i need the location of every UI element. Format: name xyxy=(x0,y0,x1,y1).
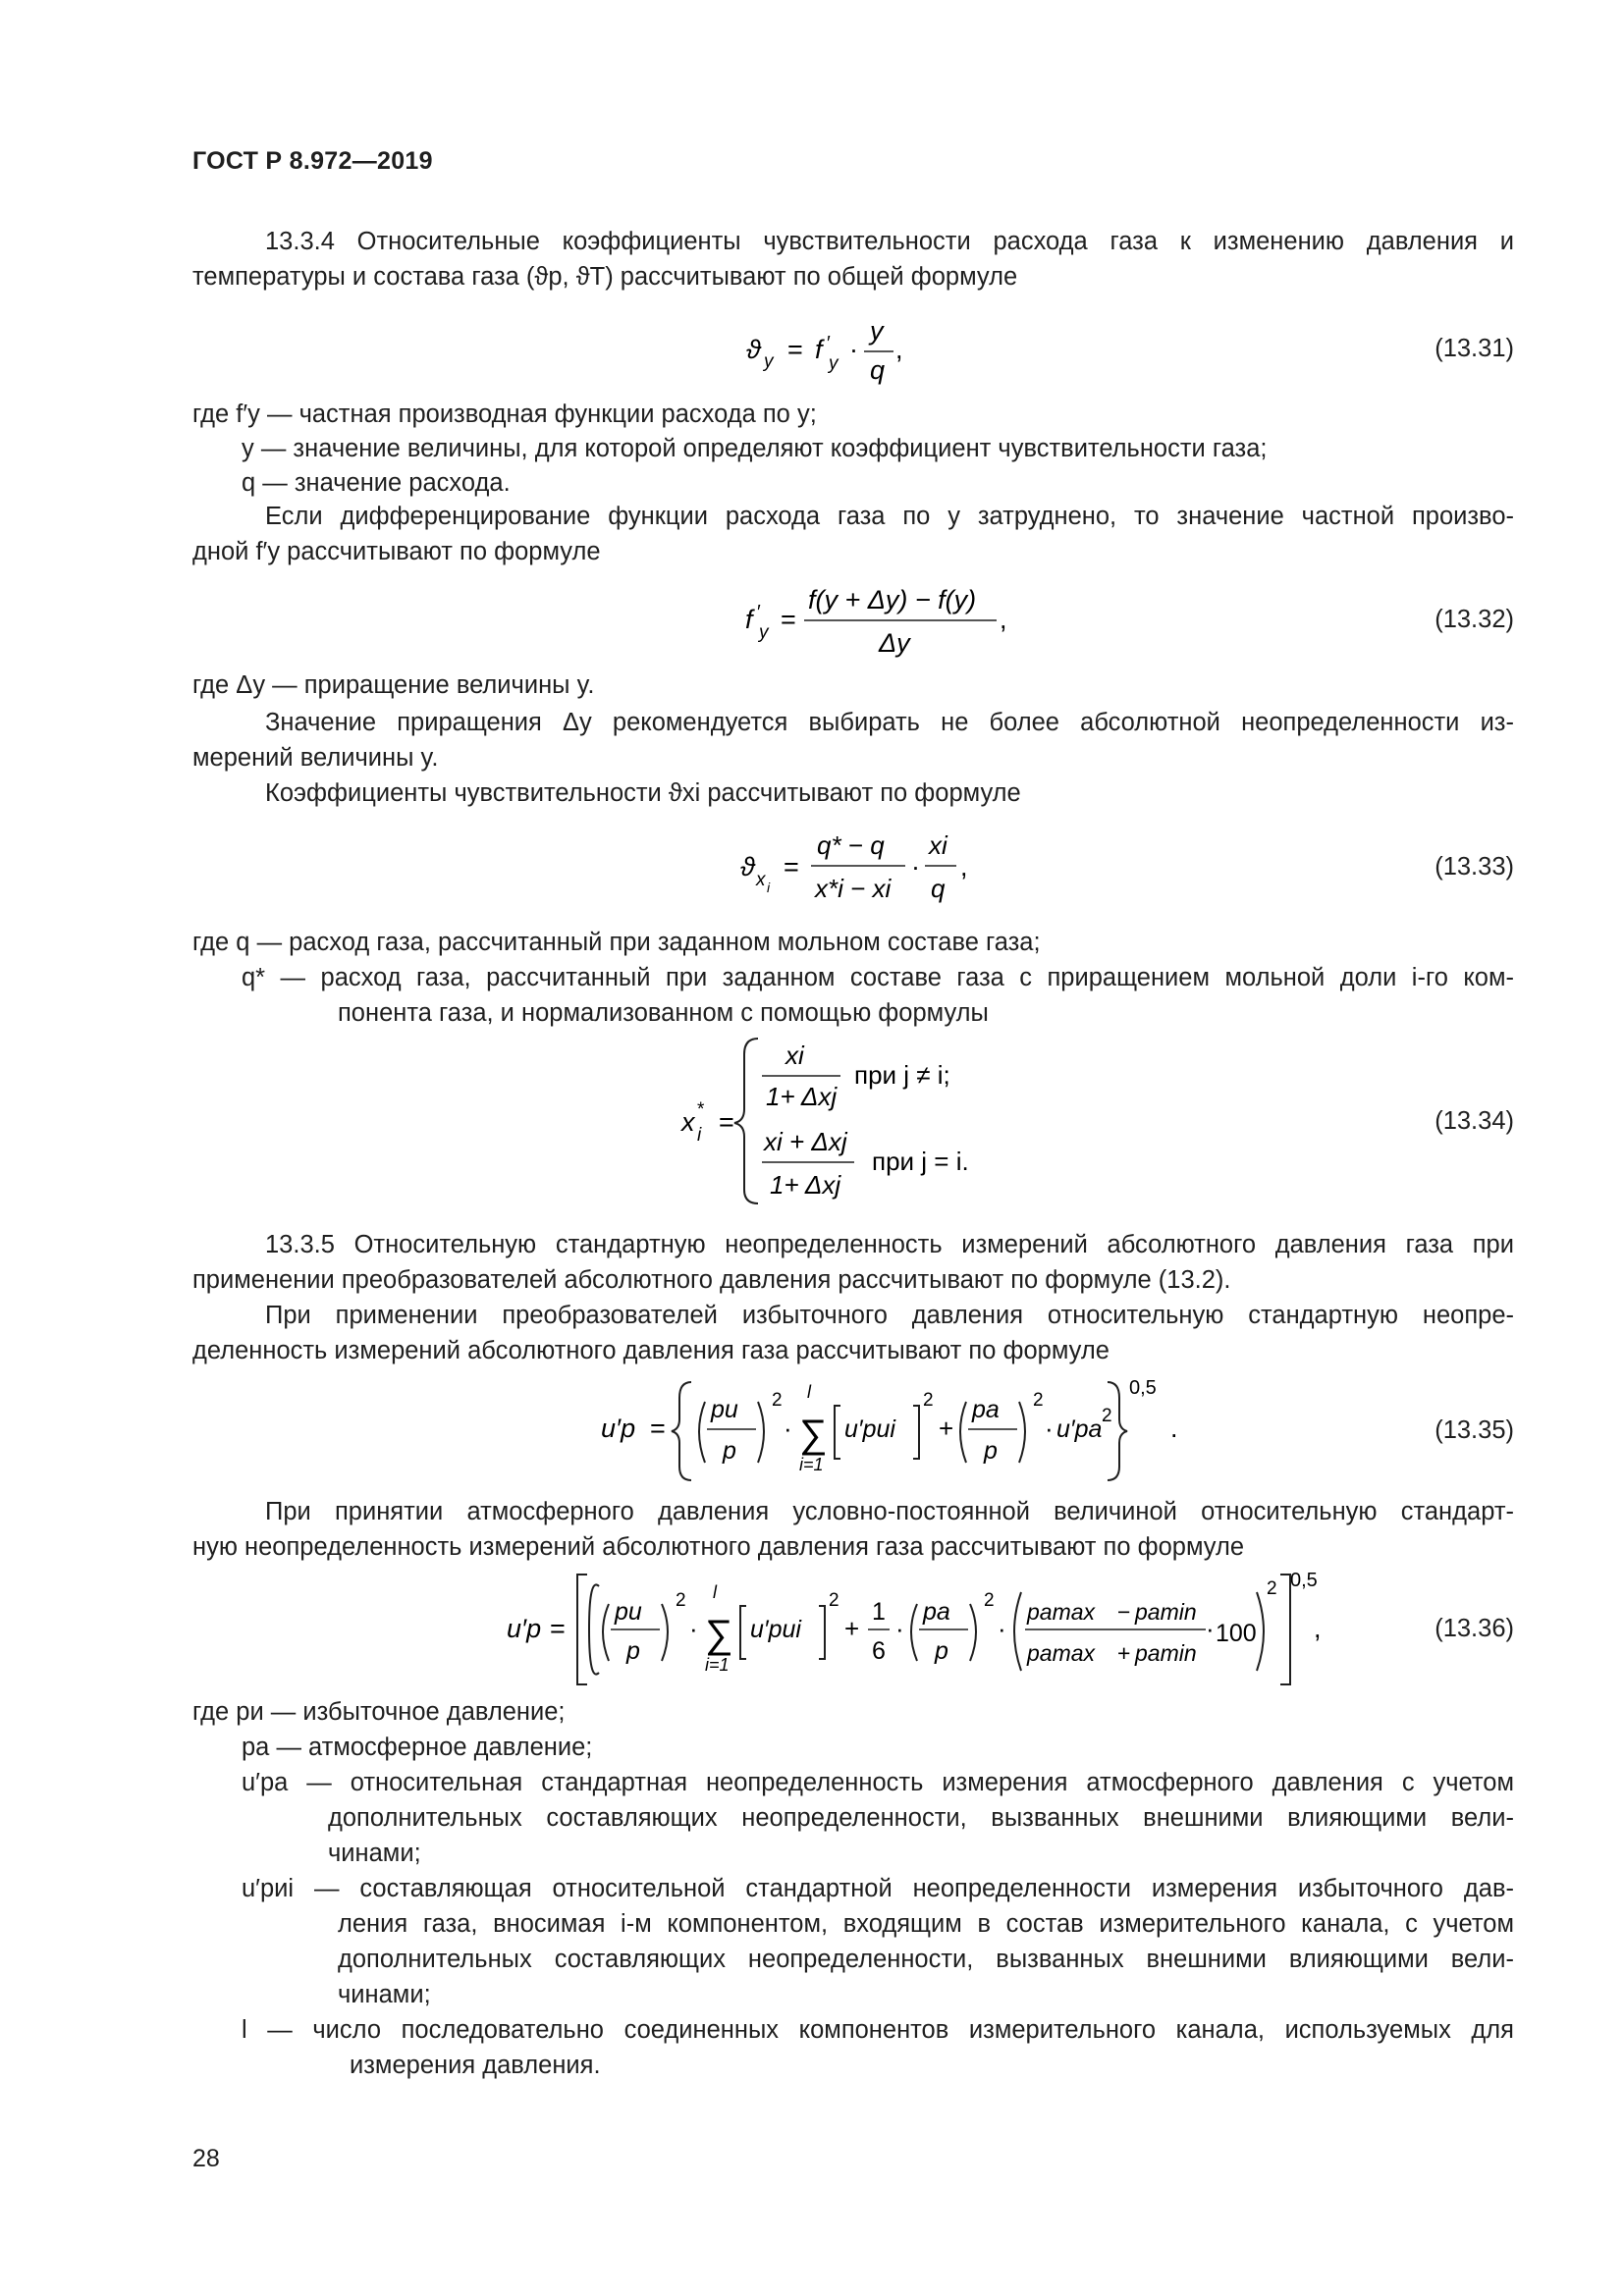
svg-text:2: 2 xyxy=(676,1590,686,1611)
svg-text:ϑ: ϑ xyxy=(746,335,761,364)
svg-text:pamax: pamax xyxy=(1027,1599,1096,1625)
equation-number-13-32: (13.32) xyxy=(1435,606,1514,633)
svg-text:u′pиi: u′pиi xyxy=(844,1415,895,1443)
svg-text:2: 2 xyxy=(829,1590,839,1611)
svg-text:−: − xyxy=(1117,1599,1131,1625)
svg-text:u′pа: u′pа xyxy=(1056,1415,1103,1443)
svg-text:f: f xyxy=(815,335,823,364)
where-y: y — значение величины, для которой определяют коэффициент чувствительности газа; xyxy=(242,435,1268,462)
svg-text:y: y xyxy=(829,353,839,374)
svg-text:y: y xyxy=(764,351,774,372)
svg-text:1: 1 xyxy=(872,1598,886,1626)
svg-text:x: x xyxy=(681,1107,695,1137)
svg-text:100: 100 xyxy=(1216,1620,1257,1647)
paragraph-increment-line2: мерений величины y. xyxy=(192,744,439,772)
svg-text:·: · xyxy=(911,852,920,881)
svg-text:·: · xyxy=(1045,1414,1054,1443)
svg-text:∑: ∑ xyxy=(705,1613,733,1656)
svg-text:,: , xyxy=(1314,1614,1322,1643)
svg-text:2: 2 xyxy=(1267,1578,1277,1599)
equation-number-13-35: (13.35) xyxy=(1435,1416,1514,1444)
svg-text:pamax: pamax xyxy=(1027,1640,1096,1666)
svg-text:при j ≠ i;: при j ≠ i; xyxy=(854,1060,950,1090)
paragraph-differentiation-line2: дной f′y рассчитывают по формуле xyxy=(192,538,601,565)
svg-text:xi: xi xyxy=(785,1041,804,1070)
svg-text:=: = xyxy=(719,1107,734,1137)
svg-text:pamin: pamin xyxy=(1135,1599,1197,1625)
svg-text:xi: xi xyxy=(929,830,947,860)
svg-text:·: · xyxy=(998,1614,1006,1643)
svg-text:,: , xyxy=(895,335,903,364)
svg-text:=: = xyxy=(787,335,803,364)
svg-text:p: p xyxy=(723,1437,736,1465)
svg-text:q* − q: q* − q xyxy=(817,830,885,860)
paragraph-coefficients: Коэффициенты чувствительности ϑxi рассчитывают по формуле xyxy=(265,779,1021,807)
equation-number-13-36: (13.36) xyxy=(1435,1615,1514,1642)
svg-text:′: ′ xyxy=(827,333,831,354)
svg-text:pи: pи xyxy=(615,1598,642,1626)
svg-text:′: ′ xyxy=(757,602,761,623)
where-l-line2: измерения давления. xyxy=(350,2052,601,2079)
svg-text:p: p xyxy=(984,1437,998,1465)
svg-text:xi + Δxj: xi + Δxj xyxy=(764,1127,847,1156)
svg-text:q: q xyxy=(870,355,886,385)
svg-text:u′p: u′p xyxy=(601,1414,636,1443)
paragraph-13-3-5-line2: применении преобразователей абсолютного давления рассчитывают по формуле (13.2). xyxy=(192,1266,1231,1294)
svg-text:·: · xyxy=(895,1614,904,1643)
svg-text:pа: pа xyxy=(923,1598,950,1626)
svg-text:при j = i.: при j = i. xyxy=(872,1147,969,1176)
svg-text:q: q xyxy=(931,874,946,903)
where-p-i: где pи — избыточное давление; xyxy=(192,1698,566,1726)
svg-text:pа: pа xyxy=(972,1396,1000,1423)
svg-text:6: 6 xyxy=(872,1637,886,1665)
svg-text:u′pиi: u′pиi xyxy=(750,1616,801,1643)
where-l-line1: l — число последовательно соединенных компонентов измерительного канала, используемых для xyxy=(242,2016,1514,2044)
svg-text:,: , xyxy=(960,852,968,881)
svg-text:y: y xyxy=(759,622,769,643)
svg-text:y: y xyxy=(870,316,884,346)
equation-13-35 xyxy=(589,1372,1139,1486)
svg-text:f: f xyxy=(745,605,753,634)
equation-13-33 xyxy=(727,821,1001,919)
equation-13-34 xyxy=(668,1033,1021,1209)
where-u-pi-line3: дополнительных составляющих неопределенности, вызванных внешними влияющими вели- xyxy=(338,1946,1514,1973)
svg-text:·: · xyxy=(1206,1614,1215,1643)
paragraph-13-3-5-line1: 13.3.5 Относительную стандартную неопределенность измерений абсолютного давления газа при xyxy=(265,1231,1514,1258)
svg-text:l: l xyxy=(807,1382,811,1402)
svg-text:0,5: 0,5 xyxy=(1290,1570,1318,1591)
svg-text:2: 2 xyxy=(1102,1406,1112,1426)
equation-13-36-tail xyxy=(1288,1567,1367,1688)
svg-text:=: = xyxy=(781,605,796,634)
svg-text:0,5: 0,5 xyxy=(1129,1377,1157,1399)
where-u-pa-line1: u′pа — относительная стандартная неопределенность измерения атмосферного давления с учетом xyxy=(242,1769,1514,1796)
document-header: ГОСТ Р 8.972—2019 xyxy=(192,147,433,175)
svg-text:i=1: i=1 xyxy=(705,1655,730,1675)
equation-number-13-33: (13.33) xyxy=(1435,853,1514,881)
equation-number-13-34: (13.34) xyxy=(1435,1107,1514,1135)
where-u-pi-line2: ления газа, вносимая i-м компонентом, входящим в состав измерительного канала, с учетом xyxy=(338,1910,1514,1938)
svg-text:p: p xyxy=(626,1637,640,1665)
svg-text:u′p: u′p xyxy=(507,1614,542,1643)
svg-text:,: , xyxy=(1000,605,1007,634)
svg-text:i: i xyxy=(697,1125,702,1146)
svg-text:+: + xyxy=(939,1414,954,1443)
where-p-a: pа — атмосферное давление; xyxy=(242,1734,593,1761)
where-q-star-line1: q* — расход газа, рассчитанный при заданном составе газа с приращением мольной доли i-го ком- xyxy=(242,964,1514,991)
paragraph-atmospheric-line1: При принятии атмосферного давления условно-постоянной величиной относительную стандарт- xyxy=(265,1498,1514,1525)
svg-text:=: = xyxy=(650,1414,666,1443)
svg-text:i: i xyxy=(767,880,771,895)
paragraph-excess-line2: деленность измерений абсолютного давления газа рассчитывают по формуле xyxy=(192,1337,1110,1364)
svg-text:.: . xyxy=(1170,1414,1178,1443)
svg-text:1+ Δxj: 1+ Δxj xyxy=(766,1082,838,1111)
where-q-star-line2: понента газа, и нормализованном с помощью формулы xyxy=(338,999,989,1027)
paragraph-increment-line1: Значение приращения Δy рекомендуется выбирать не более абсолютной неопределенности из- xyxy=(265,709,1514,736)
where-q-molar: где q — расход газа, рассчитанный при заданном мольном составе газа; xyxy=(192,929,1041,956)
equation-number-13-31: (13.31) xyxy=(1435,335,1514,362)
svg-text:pи: pи xyxy=(711,1396,738,1423)
where-q: q — значение расхода. xyxy=(242,469,511,497)
where-u-pa-line2: дополнительных составляющих неопределенности, вызванных внешними влияющими вели- xyxy=(328,1804,1514,1832)
where-delta-y: где Δy — приращение величины y. xyxy=(192,671,595,699)
where-fy: где f′y — частная производная функции расхода по y; xyxy=(192,400,817,428)
svg-text:f(y + Δy) − f(y): f(y + Δy) − f(y) xyxy=(808,585,977,614)
paragraph-differentiation-line1: Если дифференцирование функции расхода газа по y затруднено, то значение частной произво- xyxy=(265,503,1514,530)
svg-text:2: 2 xyxy=(984,1590,995,1611)
paragraph-13-3-4-line2: температуры и состава газа (ϑp, ϑT) рассчитывают по общей формуле xyxy=(192,263,1018,291)
svg-text:=: = xyxy=(550,1614,566,1643)
svg-text:2: 2 xyxy=(1033,1390,1044,1411)
svg-text:·: · xyxy=(784,1414,792,1443)
svg-text:·: · xyxy=(849,335,858,364)
svg-text:∑: ∑ xyxy=(799,1413,828,1456)
svg-text:x: x xyxy=(756,870,766,890)
equation-13-32 xyxy=(731,573,1026,662)
svg-text:x*i − xi: x*i − xi xyxy=(815,874,892,903)
svg-text:+: + xyxy=(1117,1640,1131,1666)
svg-text:·: · xyxy=(689,1614,698,1643)
paragraph-13-3-4-line1: 13.3.4 Относительные коэффициенты чувствительности расхода газа к изменению давления и xyxy=(265,228,1514,255)
where-u-pa-line3: чинами; xyxy=(328,1840,421,1867)
svg-text:2: 2 xyxy=(772,1390,783,1411)
svg-text:*: * xyxy=(697,1099,705,1120)
svg-text:+: + xyxy=(844,1614,860,1643)
svg-text:=: = xyxy=(784,852,799,881)
where-u-pi-line4: чинами; xyxy=(338,1981,431,2008)
svg-text:pamin: pamin xyxy=(1135,1640,1197,1666)
equation-13-36 xyxy=(497,1567,1302,1688)
paragraph-atmospheric-line2: ную неопределенность измерений абсолютного давления газа рассчитывают по формуле xyxy=(192,1533,1245,1561)
svg-text:p: p xyxy=(935,1637,948,1665)
equation-13-31 xyxy=(727,312,982,391)
svg-text:i=1: i=1 xyxy=(799,1455,824,1474)
paragraph-excess-line1: При применении преобразователей избыточного давления относительную стандартную неопре- xyxy=(265,1302,1514,1329)
svg-text:l: l xyxy=(713,1582,717,1602)
svg-text:1+ Δxj: 1+ Δxj xyxy=(770,1170,841,1200)
page-number: 28 xyxy=(192,2145,220,2172)
svg-text:Δy: Δy xyxy=(879,628,910,658)
svg-text:ϑ: ϑ xyxy=(740,852,755,881)
where-u-pi-line1: u′pиi — составляющая относительной стандартной неопределенности измерения избыточного дав- xyxy=(242,1875,1514,1902)
equation-13-35-tail xyxy=(1127,1372,1206,1486)
svg-text:2: 2 xyxy=(923,1390,934,1411)
